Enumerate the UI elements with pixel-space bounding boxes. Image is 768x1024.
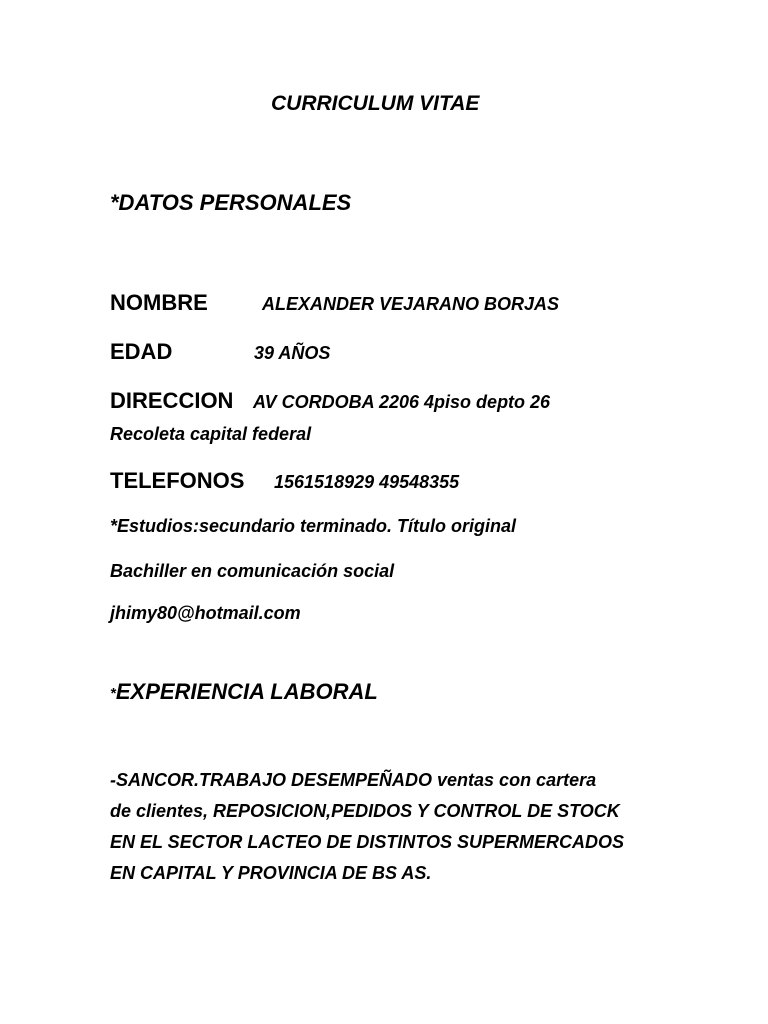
age-value: 39 AÑOS (254, 343, 331, 363)
phones-value: 1561518929 49548355 (274, 472, 460, 492)
experience-line-3: EN EL SECTOR LACTEO DE DISTINTOS SUPERMERCADOS (110, 832, 625, 852)
age-label: EDAD (110, 339, 173, 364)
document-title: CURRICULUM VITAE (271, 92, 480, 115)
experience-line-4: EN CAPITAL Y PROVINCIA DE BS AS. (110, 863, 432, 883)
name-value: ALEXANDER VEJARANO BORJAS (262, 294, 560, 314)
personal-data-heading: *DATOS PERSONALES (110, 190, 352, 215)
experience-line-2: de clientes, REPOSICION,PEDIDOS Y CONTROL DE STOCK (110, 801, 620, 821)
experience-heading (110, 681, 378, 703)
experience-line-1: -SANCOR.TRABAJO DESEMPEÑADO ventas con cartera (110, 770, 597, 790)
studies-line-2: Bachiller en comunicación social (110, 561, 395, 581)
email-address: jhimy80@hotmail.com (110, 603, 301, 623)
studies-line-1: *Estudios:secundario terminado. Título original (110, 516, 517, 536)
address-value-line2: Recoleta capital federal (110, 424, 312, 444)
phones-label: TELEFONOS (110, 468, 245, 493)
address-label: DIRECCION (110, 388, 234, 413)
name-label: NOMBRE (110, 290, 208, 315)
experience-heading-star: * (110, 685, 116, 702)
experience-heading-text: EXPERIENCIA LABORAL (115, 679, 378, 704)
address-value-line1: AV CORDOBA 2206 4piso depto 26 (253, 392, 551, 412)
